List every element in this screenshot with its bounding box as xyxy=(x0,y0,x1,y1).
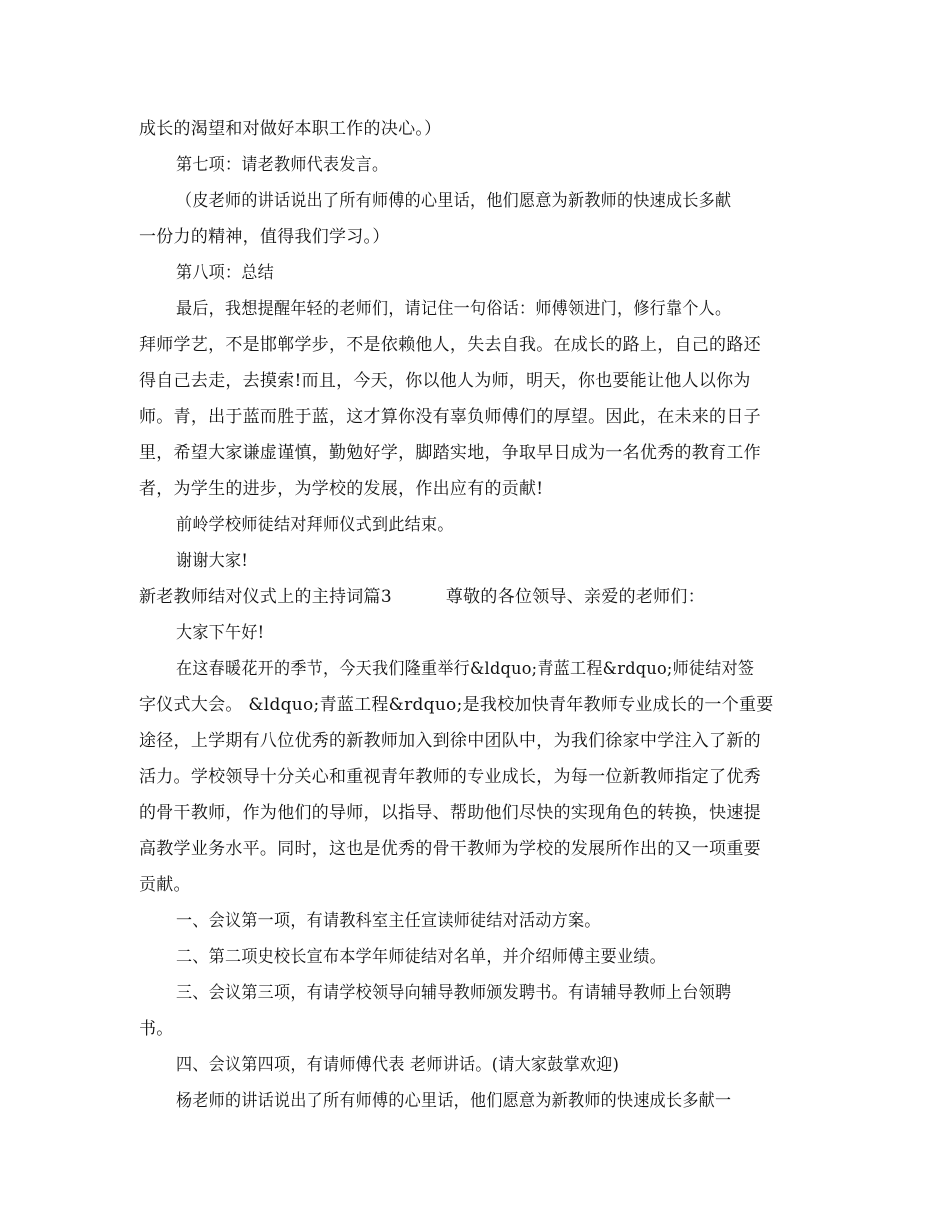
salutation: 尊敬的各位领导、亲爱的老师们： xyxy=(445,587,705,607)
text-line: （皮老师的讲话说出了所有师傅的心里话，他们愿意为新教师的快速成长多献 xyxy=(176,191,732,211)
text-line: 活力。学校领导十分关心和重视青年教师的专业成长，为每一位新教师指定了优秀 xyxy=(139,767,761,787)
text-line: 字仪式大会。 &ldquo;青蓝工程&rdquo;是我校加快青年教师专业成长的一个重要 xyxy=(139,695,774,715)
text-line: 一份力的精神，值得我们学习。） xyxy=(139,227,390,247)
text-line: 成长的渴望和对做好本职工作的决心。） xyxy=(139,119,442,139)
article-heading-row xyxy=(139,585,818,609)
text-line: 最后，我想提醒年轻的老师们，请记住一句俗话：师傅领进门，修行靠个人。 xyxy=(176,299,732,319)
text-line: 一、会议第一项，有请教科室主任宣读师徒结对活动方案。 xyxy=(176,911,601,931)
text-line: 拜师学艺，不是邯郸学步，不是依赖他人，失去自我。在成长的路上，自己的路还 xyxy=(139,335,761,355)
text-line: 第七项：请老教师代表发言。 xyxy=(176,155,389,175)
text-line: 二、第二项史校长宣布本学年师徒结对名单，并介绍师傅主要业绩。 xyxy=(176,947,666,967)
article-title: 新老教师结对仪式上的主持词篇3 xyxy=(139,587,392,607)
text-line: 谢谢大家! xyxy=(176,551,249,571)
section-heading: 第八项：总结 xyxy=(176,263,275,283)
text-line: 里，希望大家谦虚谨慎，勤勉好学，脚踏实地，争取早日成为一名优秀的教育工作 xyxy=(139,443,761,463)
text-line: 途径，上学期有八位优秀的新教师加入到徐中团队中，为我们徐家中学注入了新的 xyxy=(139,731,761,751)
text-line: 杨老师的讲话说出了所有师傅的心里话，他们愿意为新教师的快速成长多献一 xyxy=(176,1091,732,1111)
text-line: 贡献。 xyxy=(139,875,191,895)
text-line: 大家下午好! xyxy=(176,623,265,643)
text-line: 者，为学生的进步，为学校的发展，作出应有的贡献! xyxy=(139,479,544,499)
text-line: 高教学业务水平。同时，这也是优秀的骨干教师为学校的发展所作出的又一项重要 xyxy=(139,839,761,859)
text-line: 前岭学校师徒结对拜师仪式到此结束。 xyxy=(176,515,454,535)
text-line: 书。 xyxy=(139,1019,174,1039)
text-line: 四、会议第四项，有请师傅代表 老师讲话。(请大家鼓掌欢迎) xyxy=(176,1055,620,1075)
text-line: 的骨干教师，作为他们的导师，以指导、帮助他们尽快的实现角色的转换，快速提 xyxy=(139,803,761,823)
text-line: 三、会议第三项，有请学校领导向辅导教师颁发聘书。有请辅导教师上台领聘 xyxy=(176,983,732,1003)
text-line: 在这春暖花开的季节，今天我们隆重举行&ldquo;青蓝工程&rdquo;师徒结对签 xyxy=(176,659,755,679)
text-line: 得自己去走，去摸索!而且，今天，你以他人为师，明天，你也要能让他人以你为 xyxy=(139,371,751,391)
text-line: 师。青，出于蓝而胜于蓝，这才算你没有辜负师傅们的厚望。因此，在未来的日子 xyxy=(139,407,761,427)
